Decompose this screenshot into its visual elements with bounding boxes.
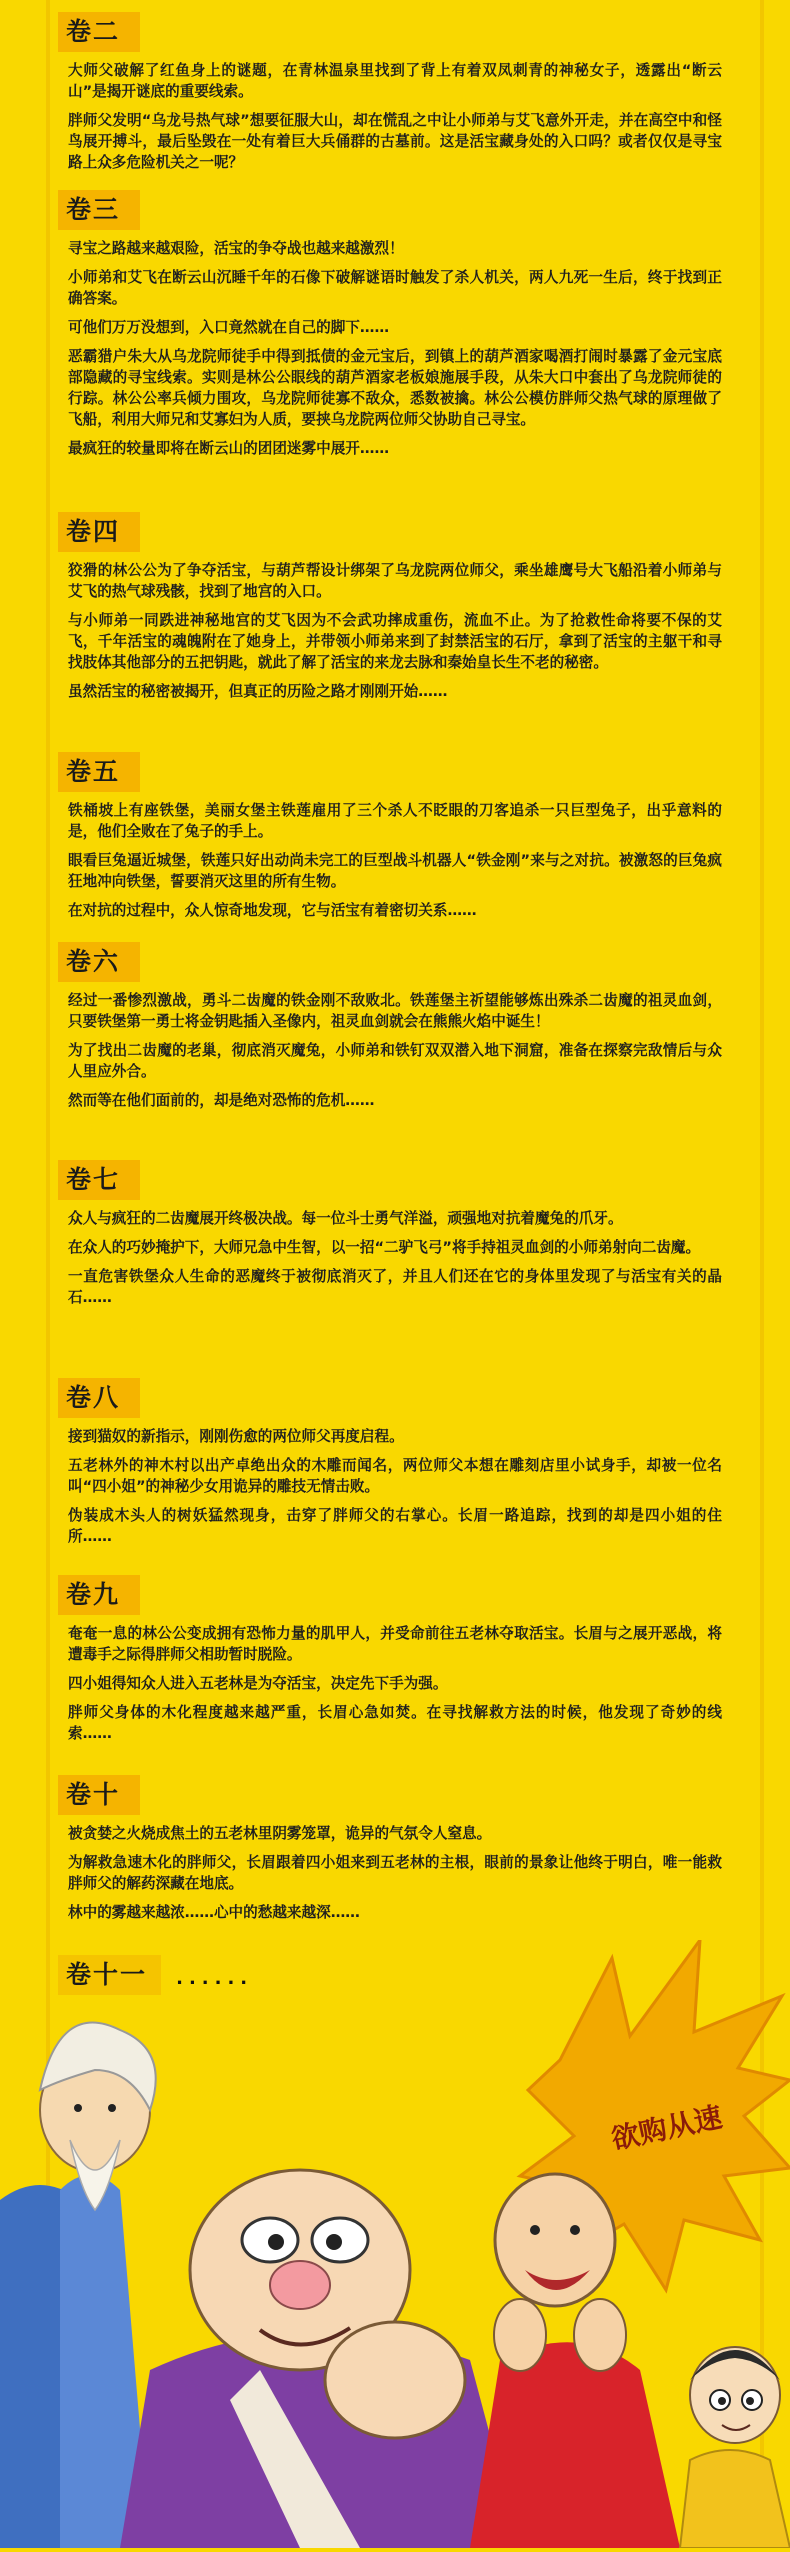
characters-illustration (0, 1940, 790, 2548)
volume-paragraph: 在对抗的过程中，众人惊奇地发现，它与活宝有着密切关系…… (68, 902, 477, 919)
volume-paragraph: 在众人的巧妙掩护下，大师兄急中生智，以一招“二驴飞弓”将手持祖灵血剑的小师弟射向二齿魔。 (68, 1239, 701, 1256)
volume-7 (58, 1160, 724, 1308)
volume-paragraph: 小师弟和艾飞在断云山沉睡千年的石像下破解谜语时触发了杀人机关，两人九死一生后，终于找到正确答案。 (68, 269, 722, 307)
volume-title: 卷三 (58, 190, 140, 230)
volume-title: 卷十 (58, 1775, 140, 1815)
volume-title: 卷八 (58, 1378, 140, 1418)
volume-paragraph: 众人与疯狂的二齿魔展开终极决战。每一位斗士勇气洋溢，顽强地对抗着魔兔的爪牙。 (68, 1210, 623, 1227)
volume-paragraph: 一直危害铁堡众人生命的恶魔终于被彻底消灭了，并且人们还在它的身体里发现了与活宝有关的晶石…… (68, 1268, 722, 1306)
ellipsis-dots: ...... (176, 1968, 254, 1989)
volume-paragraph: 胖师父发明“乌龙号热气球”想要征服大山，却在慌乱之中让小师弟与艾飞意外开走，并在高空中和怪鸟展开搏斗，最后坠毁在一处有着巨大兵俑群的古墓前。这是活宝藏身处的入口吗？或者仅仅是寻宝路上众多危险机关之一呢？ (68, 112, 722, 171)
volume-paragraph: 眼看巨兔逼近城堡，铁莲只好出动尚未完工的巨型战斗机器人“铁金刚”来与之对抗。被激怒的巨兔疯狂地冲向铁堡，誓要消灭这里的所有生物。 (68, 852, 722, 890)
volume-title: 卷七 (58, 1160, 140, 1200)
volume-3 (58, 190, 724, 459)
volume-paragraph: 经过一番惨烈激战，勇斗二齿魔的铁金刚不敌败北。铁莲堡主祈望能够炼出殊杀二齿魔的祖灵血剑，只要铁堡第一勇士将金钥匙插入圣像内，祖灵血剑就会在熊熊火焰中诞生！ (68, 992, 722, 1030)
volume-paragraph: 奄奄一息的林公公变成拥有恐怖力量的肌甲人，并受命前往五老林夺取活宝。长眉与之展开恶战，将遭毒手之际得胖师父相助暂时脱险。 (68, 1625, 722, 1663)
cover-illustration (0, 1940, 790, 2548)
volume-title: 卷二 (58, 12, 140, 52)
volume-title: 卷六 (58, 942, 140, 982)
volume-paragraph: 胖师父身体的木化程度越来越严重，长眉心急如焚。在寻找解救方法的时候，他发现了奇妙的线索…… (68, 1704, 722, 1742)
volume-title: 卷五 (58, 752, 140, 792)
volume-paragraph: 伪装成木头人的树妖猛然现身，击穿了胖师父的右掌心。长眉一路追踪，找到的却是四小姐的住所…… (68, 1507, 722, 1545)
volume-paragraph: 铁桶坡上有座铁堡，美丽女堡主铁莲雇用了三个杀人不眨眼的刀客追杀一只巨型兔子，出乎意料的是，他们全败在了兔子的手上。 (68, 802, 722, 840)
volume-title: 卷九 (58, 1575, 140, 1615)
volume-10 (58, 1775, 724, 1923)
volume-paragraph: 接到猫奴的新指示，刚刚伤愈的两位师父再度启程。 (68, 1428, 404, 1445)
volume-9 (58, 1575, 724, 1744)
volume-8 (58, 1378, 724, 1547)
volume-2 (58, 12, 724, 173)
promo-text: 欲购从速 (608, 2100, 725, 2156)
volume-paragraph: 寻宝之路越来越艰险，活宝的争夺战也越来越激烈！ (68, 240, 404, 257)
volume-5 (58, 752, 724, 921)
volume-paragraph: 为了找出二齿魔的老巢，彻底消灭魔兔，小师弟和铁钉双双潜入地下洞窟，准备在探察完敌情后与众人里应外合。 (68, 1042, 722, 1080)
volume-paragraph: 虽然活宝的秘密被揭开，但真正的历险之路才刚刚开始…… (68, 683, 448, 700)
volume-paragraph: 与小师弟一同跌进神秘地宫的艾飞因为不会武功摔成重伤，流血不止。为了抢救性命将要不保的艾飞，千年活宝的魂魄附在了她身上，并带领小师弟来到了封禁活宝的石厅，拿到了活宝的主躯干和寻找肢体其他部分的五把钥匙，就此了解了活宝的来龙去脉和秦始皇长生不老的秘密。 (68, 612, 722, 671)
volume-6 (58, 942, 724, 1111)
volume-paragraph: 可他们万万没想到，入口竟然就在自己的脚下…… (68, 319, 390, 336)
old-master-character (0, 2023, 156, 2549)
volume-paragraph: 为解救急速木化的胖师父，长眉跟着四小姐来到五老林的主根，眼前的景象让他终于明白，唯一能救胖师父的解药深藏在地底。 (68, 1854, 722, 1892)
volume-paragraph: 林中的雾越来越浓……心中的愁越来越深…… (68, 1904, 360, 1921)
volume-paragraph: 最疯狂的较量即将在断云山的团团迷雾中展开…… (68, 440, 390, 457)
volume-title: 卷四 (58, 512, 140, 552)
volume-paragraph: 然而等在他们面前的，却是绝对恐怖的危机…… (68, 1092, 375, 1109)
young-disciple-character (680, 2347, 790, 2548)
volume-title: 卷十一 (58, 1955, 161, 1995)
volume-paragraph: 五老林外的神木村以出产卓绝出众的木雕而闻名，两位师父本想在雕刻店里小试身手，却被一位名叫“四小姐”的神秘少女用诡异的雕技无情击败。 (68, 1457, 722, 1495)
volume-paragraph: 被贪婪之火烧成焦土的五老林里阴雾笼罩，诡异的气氛令人窒息。 (68, 1825, 492, 1842)
volume-4 (58, 512, 724, 702)
volume-paragraph: 狡猾的林公公为了争夺活宝，与葫芦帮设计绑架了乌龙院两位师父，乘坐雄鹰号大飞船沿着小师弟与艾飞的热气球残骸，找到了地宫的入口。 (68, 562, 722, 600)
volume-paragraph: 四小姐得知众人进入五老林是为夺活宝，决定先下手为强。 (68, 1675, 448, 1692)
volume-paragraph: 大师父破解了红鱼身上的谜题，在青林温泉里找到了背上有着双凤刺青的神秘女子，透露出“断云山”是揭开谜底的重要线索。 (68, 62, 722, 100)
chubby-master-character (120, 2170, 520, 2548)
volume-paragraph: 恶霸猎户朱大从乌龙院师徒手中得到抵债的金元宝后，到镇上的葫芦酒家喝酒打闹时暴露了金元宝底部隐藏的寻宝线索。实则是林公公眼线的葫芦酒家老板娘施展手段，从朱大口中套出了乌龙院师徒的行踪。林公公率兵倾力围攻，乌龙院师徒寡不敌众，悉数被擒。林公公模仿胖师父热气球的原理做了飞船，利用大师兄和艾寡妇为人质，要挟乌龙院两位师父协助自己寻宝。 (68, 348, 722, 428)
